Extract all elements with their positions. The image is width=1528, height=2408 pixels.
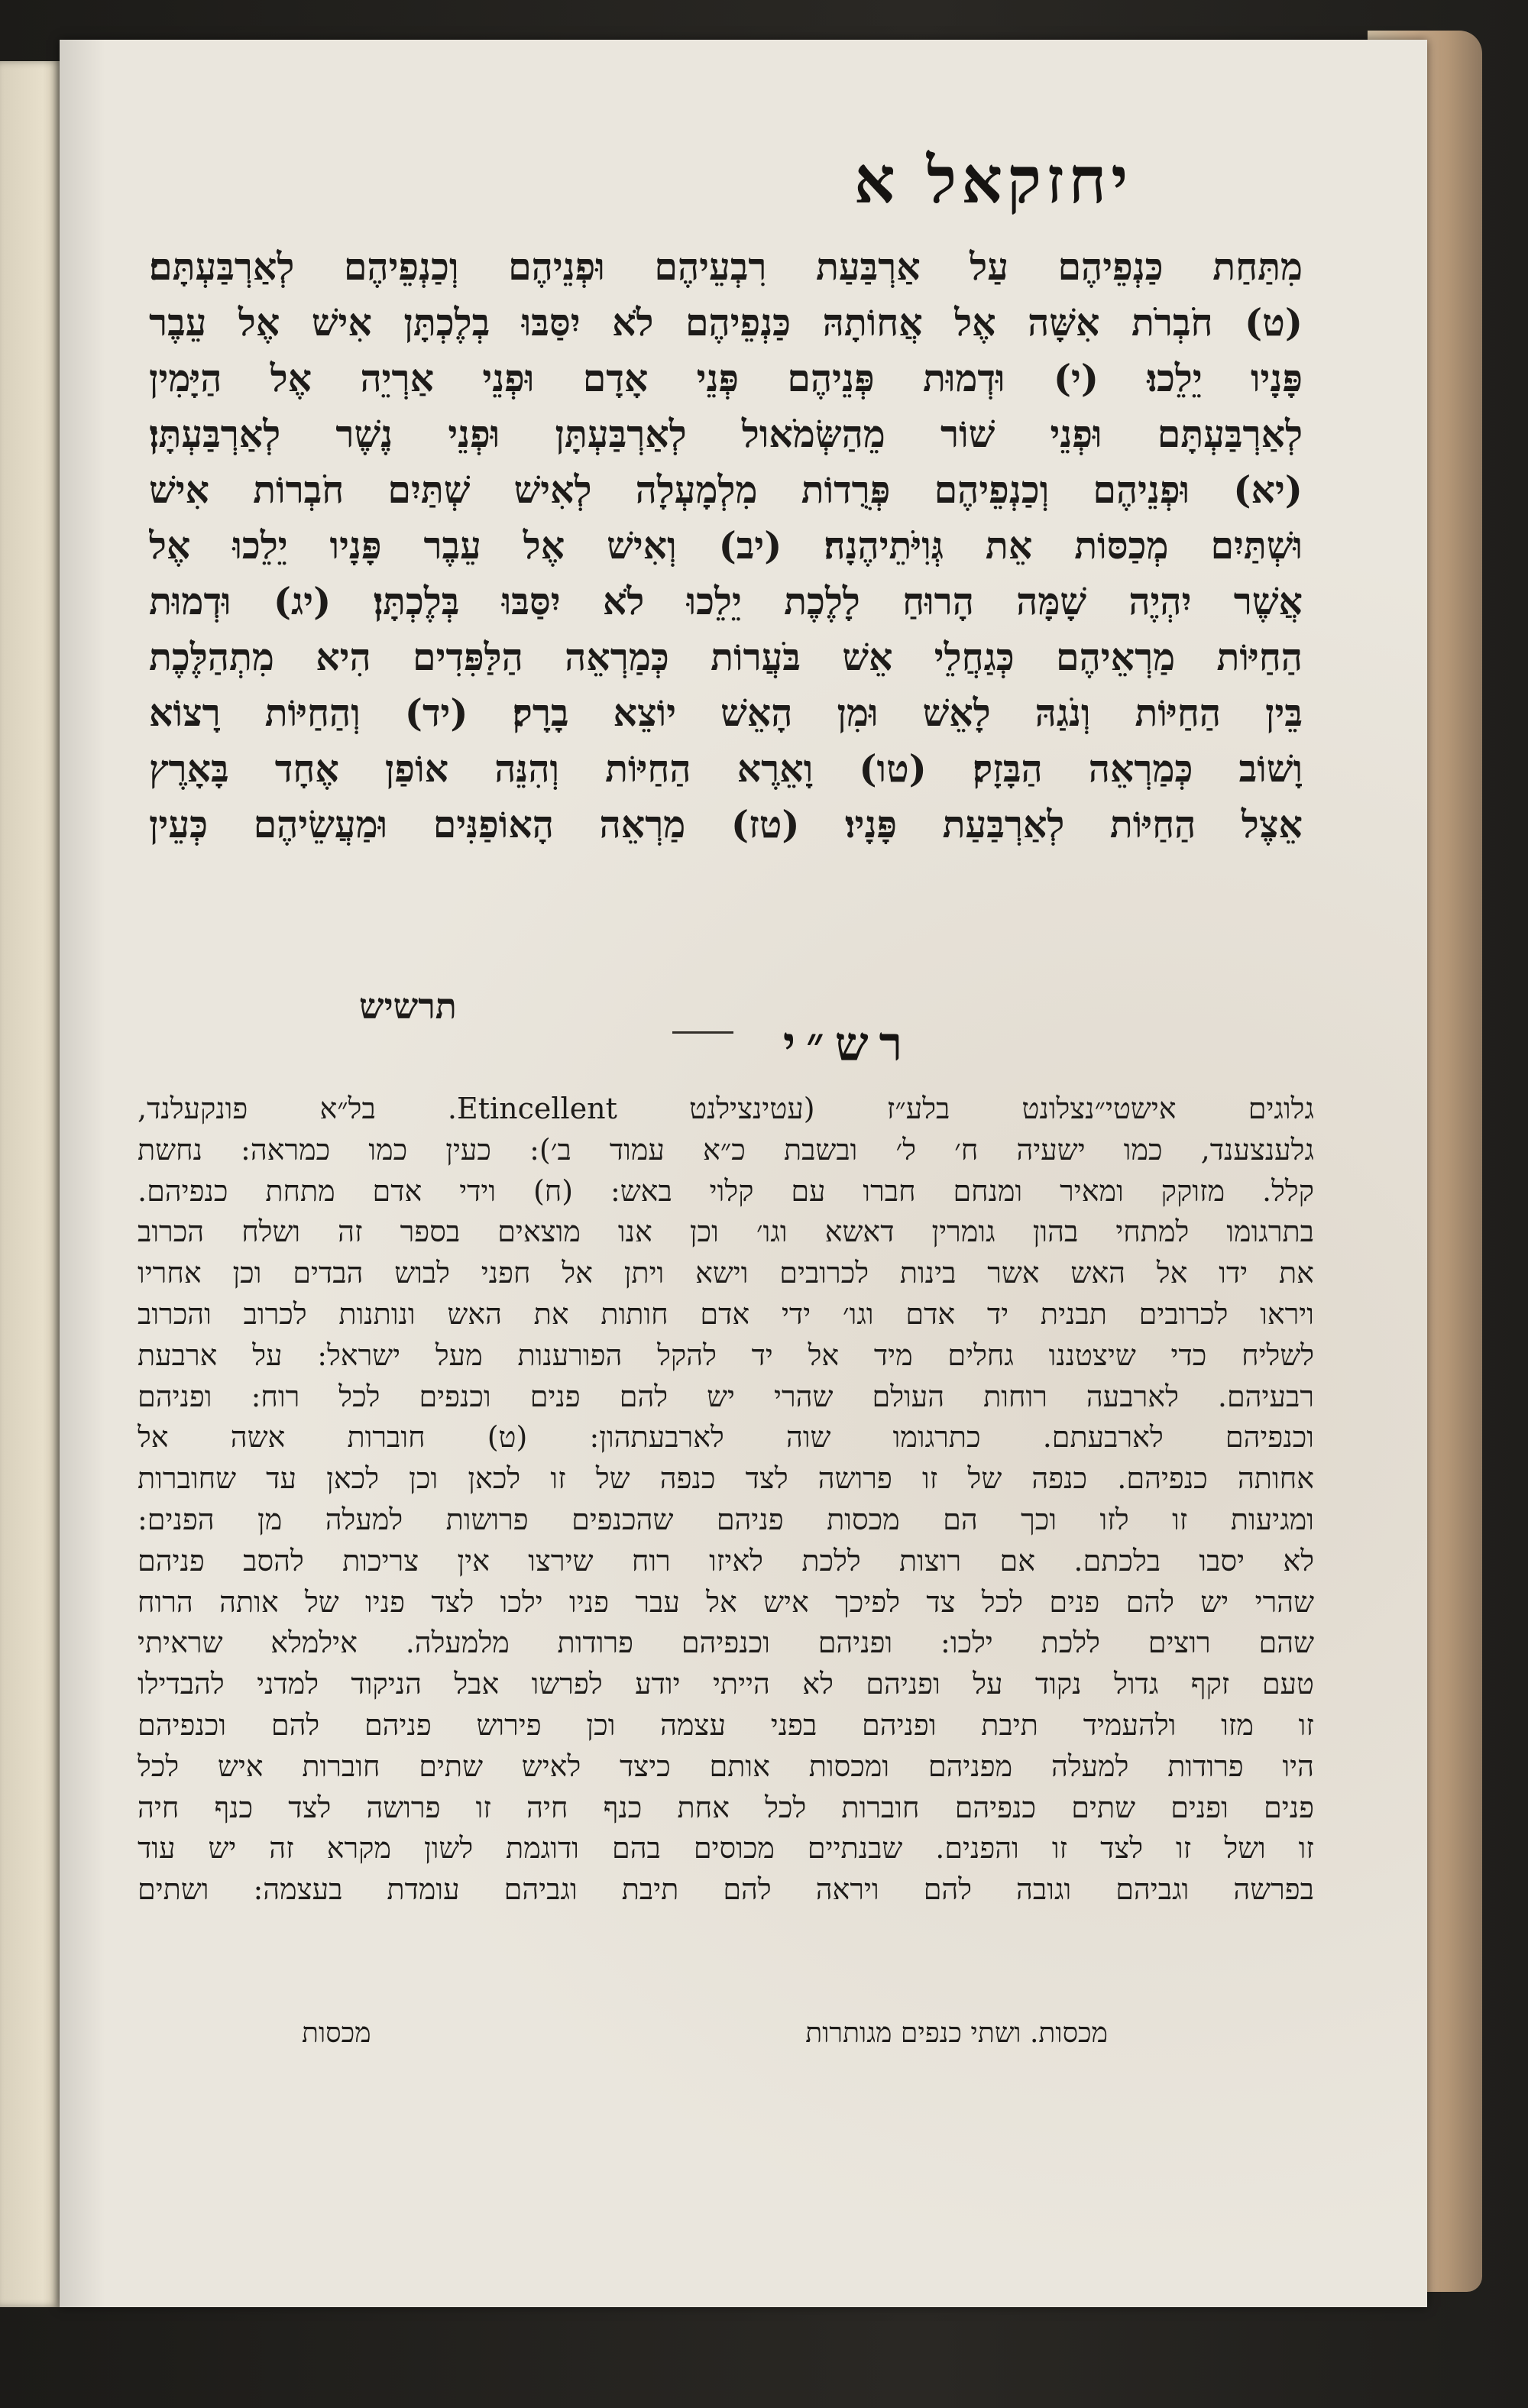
rashi-line: שהם רוצים ללכת ילכו: ופניהם וכנפיהם פרודות מלמעלה. אילמלא שראיתי [138,1626,1314,1660]
rashi-line: וכנפיהם לארבעתם. כתרגומו שוה לארבעתהון: (ט) חוברות אשה אל [138,1420,1314,1455]
rashi-line: לשליח כדי שיצטננו גחלים מיד אל יד להקל הפורענות מעל ישראל: על ארבעת [138,1338,1314,1372]
rashi-line: גלוגים אישטי״נצלונט בלע״ז (עטינצילנט Etincellent. בל״א פונקעלנד, [138,1092,1314,1125]
rashi-line: לא יסבו בלכתם. אם רוצות ללכת לאיזו רוח שירצו אין צריכות להסב פניהם [138,1543,1314,1578]
rashi-line: רבעיהם. לארבעה רוחות העולם שהרי יש להם פנים וכנפים לכל רוח: ופניהם [138,1379,1314,1413]
rashi-commentary-block [138,1089,1314,1911]
rashi-line: גלענצענד, כמו ישעיה ח׳ ל׳ ובשבת כ״א עמוד ב׳): כעין כמו כמראה: נחשת [138,1132,1314,1167]
verse-line: הַחַיּוֹת מַרְאֵיהֶם כְּגַחֲלֵי אֵשׁ בֹּעֲרוֹת כְּמַרְאֵה הַלַּפִּדִים הִיא מִתְהַלֶּכֶת [149,635,1303,679]
verse-line: (יא) וּפְנֵיהֶם וְכַנְפֵיהֶם פְּרֻדוֹת מִלְמָעְלָה לְאִישׁ שְׁתַּיִם חֹבְרוֹת אִישׁ [149,468,1303,512]
rashi-line: שהרי יש להם פנים לכל צד לפיכך איש אל עבר פניו ילכו לצד פניו של אותה הרוח [138,1584,1314,1619]
rashi-line: ויראו לכרובים תבנית יד אדם וגו׳ ידי אדם חותות את האש ונותנות לכרוב והכרוב [138,1296,1314,1331]
rashi-line: בפרשה וגביהם וגובה להם ויראה להם תיבת וגביהם עומדת בעצמה: ושתים [138,1872,1314,1907]
rashi-line: את ידו אל האש אשר בינות לכרובים וישא ויתן אל חפני לבוש הבדים וכן אחריו [138,1256,1314,1290]
verse-text-block [149,241,1303,854]
rashi-line: אחותה כנפיהם. כנפה של זו פרושה לצד כנפה של זו לכאן וכן לכאן עד שחוברות [138,1461,1314,1496]
rashi-line: זו ושל זו לצד זו והפנים. שבנתיים מכוסים בהם ודוגמת לשון מקרא זה יש עוד [138,1831,1314,1866]
catchword-bottom-left: מכסות [302,2018,371,2049]
verse-line: פָּנָיו יֵלֵכוּ׃ (י) וּדְמוּת פְּנֵיהֶם פְּנֵי אָדָם וּפְנֵי אַרְיֵה אֶל הַיָּמִין [149,356,1303,400]
previous-page-edge [0,61,61,2307]
rashi-heading: רש״י [782,1016,914,1072]
rashi-line: טעם זקף גדול נקוד על ופניהם לא הייתי יודע לפרשו אבל הניקוד למדני להבדילו [138,1667,1314,1701]
catchword-main: תרשיש [359,986,457,1027]
divider-rule [672,1031,733,1034]
rashi-line: היו פרודות למעלה מפניהם ומכסות אותם כיצד לאיש שתים חוברות איש לכל [138,1749,1314,1783]
rashi-line: פנים ופנים שתים כנפיהם חוברות לכל אחת כנף חיה זו פרושה לצד כנף חיה [138,1790,1314,1824]
verse-line: וּשְׁתַּיִם מְכַסּוֹת אֵת גְּוִיֹּתֵיהֶנָה׃ (יב) וְאִישׁ אֶל עֵבֶר פָּנָיו יֵלֵכוּ אֶל [149,523,1303,568]
rashi-line: בתרגומו למתחי בהון גומרין דאשא וגו׳ וכן אנו מוצאים בספר זה ושלח הכרוב [138,1215,1314,1249]
verse-line: מִתַּחַת כַּנְפֵיהֶם עַל אַרְבַּעַת רִבְעֵיהֶם וּפְנֵיהֶם וְכַנְפֵיהֶם לְאַרְבַּעְתָּם׃ [149,244,1303,289]
verse-line: וָשׁוֹב כְּמַרְאֵה הַבָּזָק׃ (טו) וָאֵרֶא הַחַיּוֹת וְהִנֵּה אוֹפַן אֶחָד בָּאָרֶץ [149,746,1303,791]
verse-line: אֲשֶׁר יִהְיֶה שָׁמָּה הָרוּחַ לָלֶכֶת יֵלֵכוּ לֹא יִסַּבּוּ בְּלֶכְתָּן׃ (יג) וּדְמוּת [149,579,1303,623]
rashi-line: קלל. מזוקק ומאיר ומנחם חברו עם קלוי באש: (ח) וידי אדם מתחת כנפיהם. [138,1173,1314,1208]
rashi-line: ומגיעות זו לזו וכך הם מכסות פניהם שהכנפים פרושות למעלה מן הפנים: [138,1502,1314,1536]
catchword-bottom-right: מכסות. ושתי כנפים מגותרות [805,2018,1108,2049]
verse-line: לְאַרְבַּעְתָּם וּפְנֵי שׁוֹר מֵהַשְּׂמֹאול לְאַרְבַּעְתָּן וּפְנֵי נֶשֶׁר לְאַרְבַּעְתָּן׃ [149,412,1303,456]
verse-line: (ט) חֹבְרֹת אִשָּׁה אֶל אֲחוֹתָהּ כַּנְפֵיהֶם לֹא יִסַּבּוּ בְלֶכְתָּן אִישׁ אֶל עֵבֶר [149,300,1303,345]
verse-line: אֵצֶל הַחַיּוֹת לְאַרְבַּעַת פָּנָיו׃ (טז) מַרְאֵה הָאוֹפַנִּים וּמַעֲשֵׂיהֶם כְּעֵין [149,802,1303,846]
rashi-line: זו מזו ולהעמיד תיבת ופניהם בפני עצמה וכן פירוש פניהם להם וכנפיהם [138,1707,1314,1742]
page-title: יחזקאל א [853,142,1133,218]
verse-line: בֵּין הַחַיּוֹת וְנֹגַהּ לָאֵשׁ וּמִן הָאֵשׁ יוֹצֵא בָרָק׃ (יד) וְהַחַיּוֹת רָצוֹא [149,691,1303,735]
